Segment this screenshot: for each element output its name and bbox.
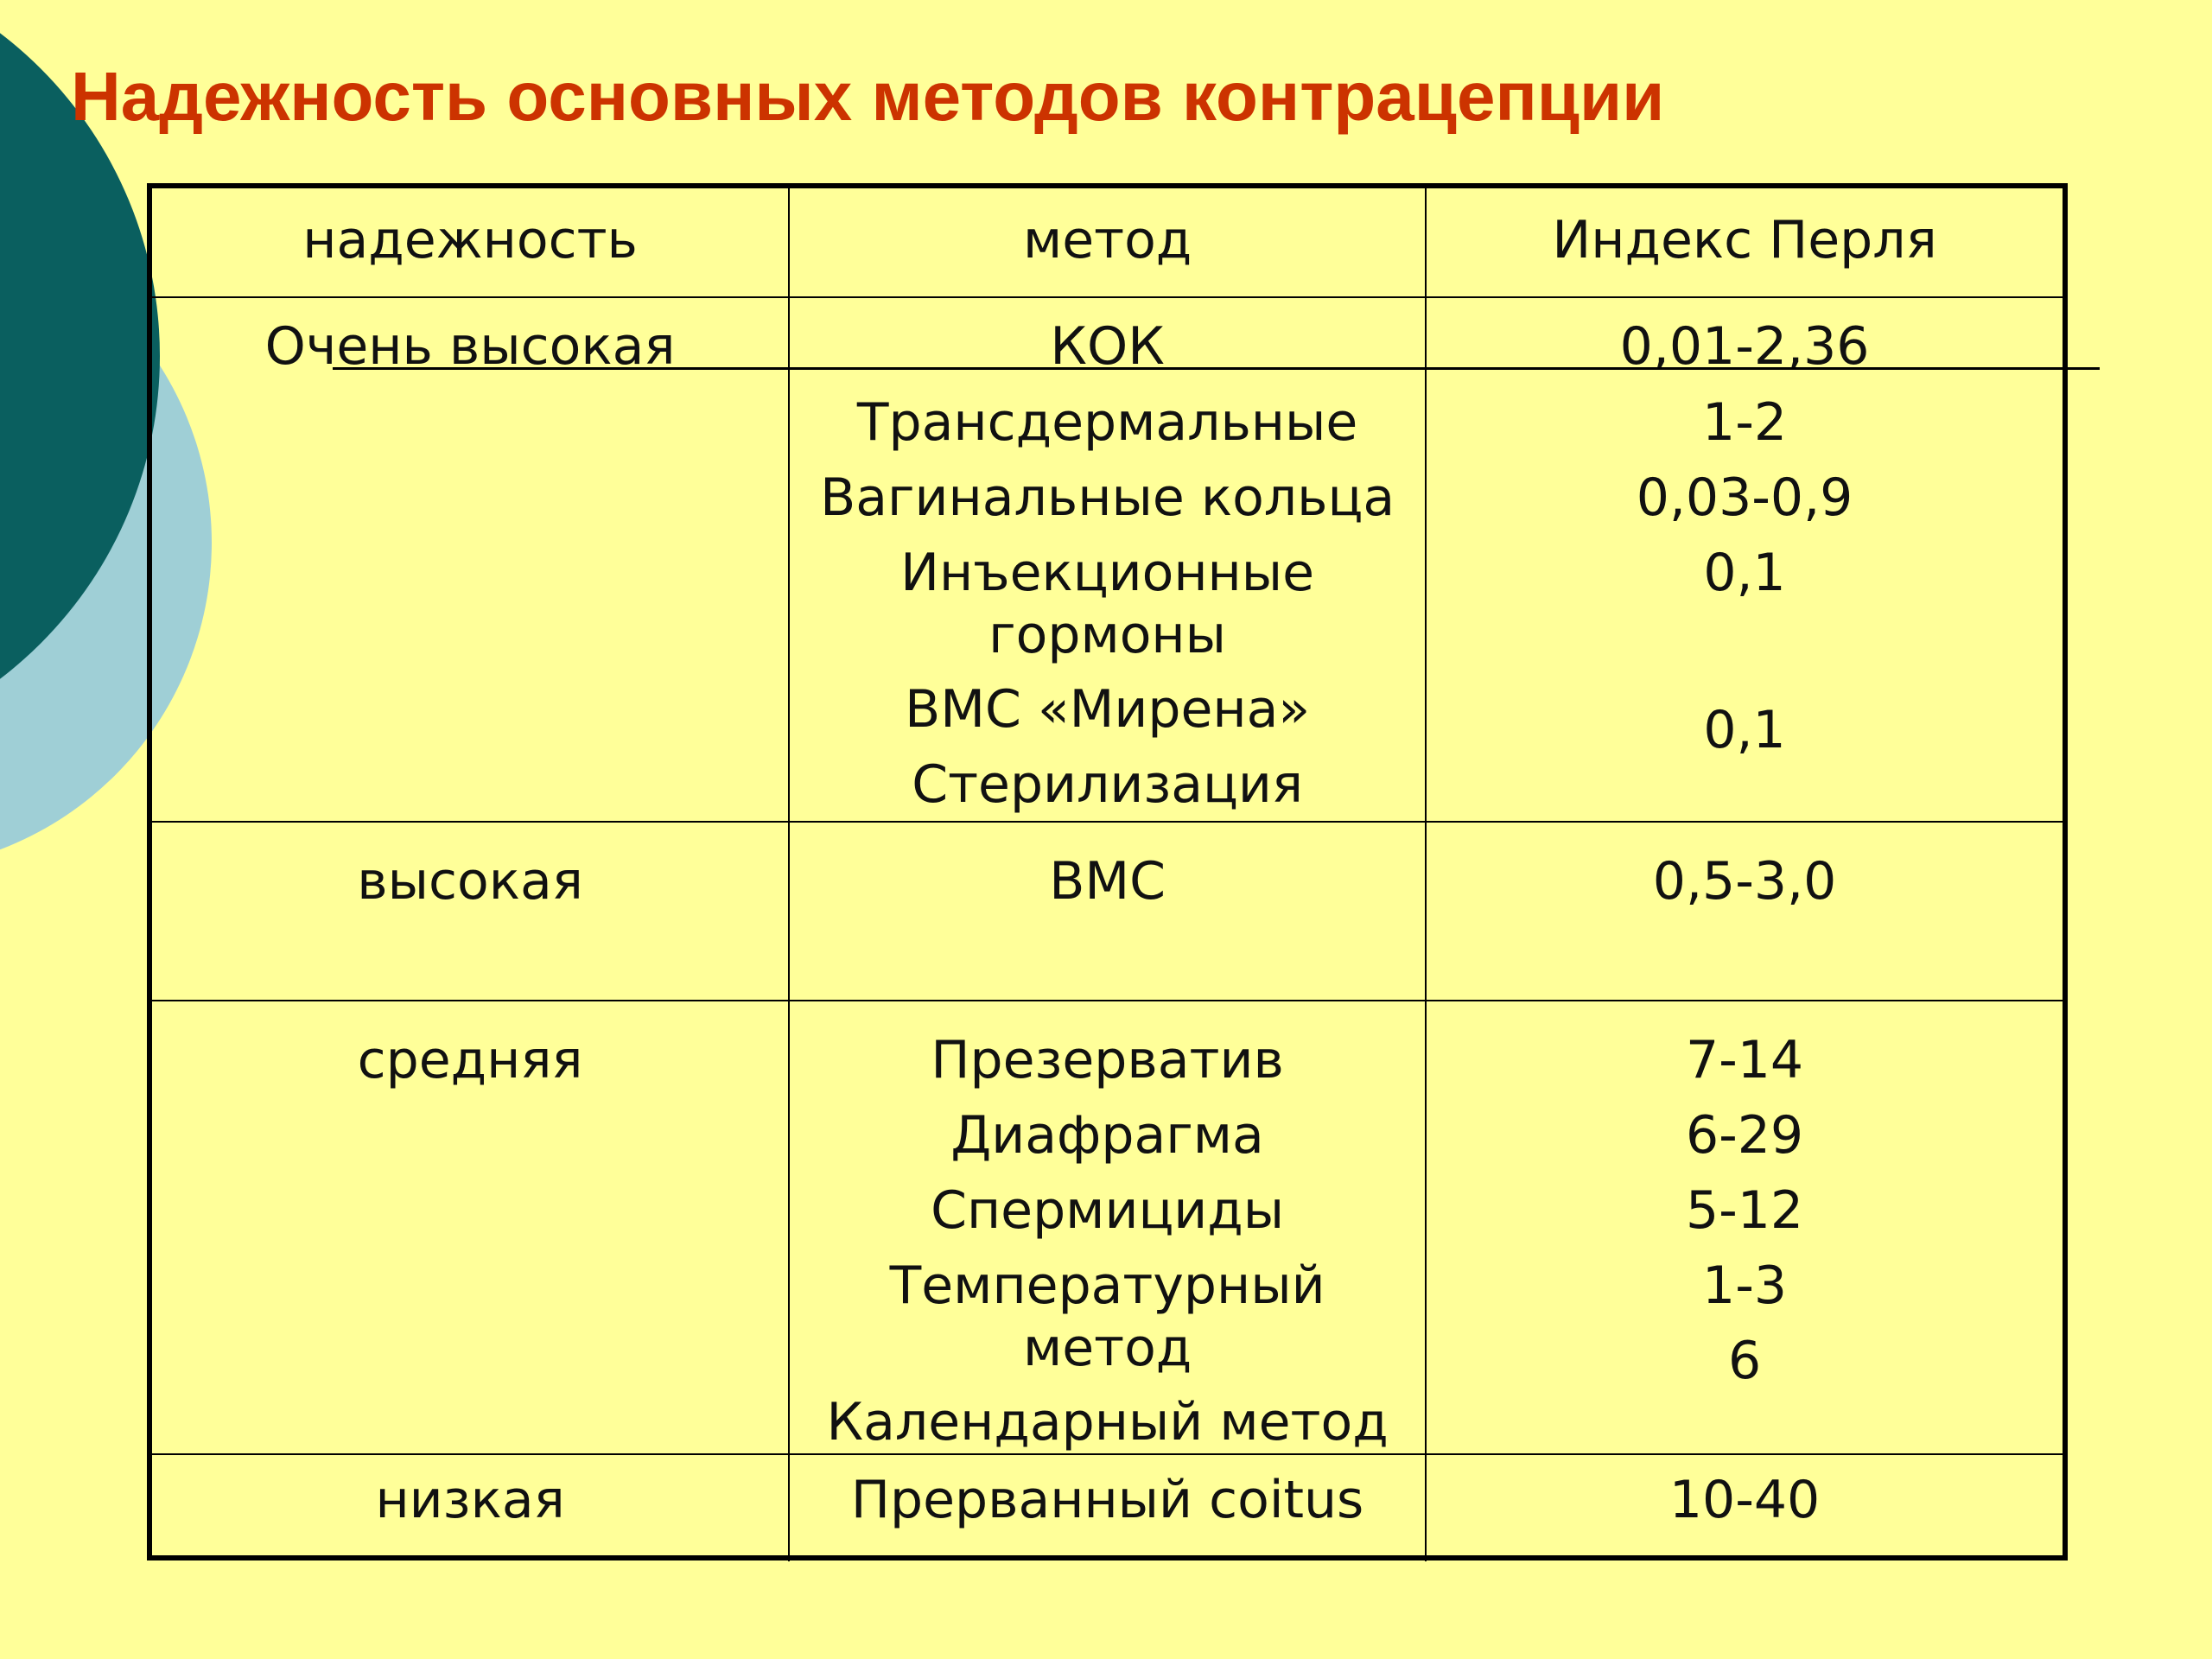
- reliability-cell: [152, 1001, 789, 1454]
- method-cell: [789, 822, 1426, 1001]
- method-cell: [789, 1001, 1426, 1454]
- reliability-cell: [152, 822, 789, 1001]
- table-row-low: [152, 1454, 2063, 1561]
- table-row-very-high: [152, 297, 2063, 822]
- pearl-index-value: 5-12: [1685, 1180, 1804, 1241]
- pearl-index-value: 0,1: [1703, 700, 1786, 760]
- method-item: Вагинальные кольца: [820, 467, 1395, 528]
- separator-line: [333, 367, 2100, 370]
- table-row-medium: [152, 1001, 2063, 1454]
- method-item: Трансдермальные: [856, 392, 1358, 453]
- method-item: КОК: [1050, 316, 1165, 377]
- method-item-line: Инъекционные: [900, 543, 1315, 603]
- reliability-label: Очень высокая: [264, 316, 676, 377]
- reliability-label: высокая: [357, 851, 583, 912]
- method-cell: [789, 1454, 1426, 1561]
- reliability-label: средняя: [357, 1030, 583, 1090]
- pearl-index-cell: [1426, 822, 2063, 1001]
- pearl-index-value: 0,5-3,0: [1652, 851, 1837, 912]
- method-cell: [789, 297, 1426, 822]
- pearl-index-value: 0,01-2,36: [1619, 316, 1870, 377]
- method-item: Презерватив: [931, 1030, 1284, 1090]
- spacer: [1427, 617, 2063, 692]
- reliability-table-grid: [152, 188, 2063, 1561]
- pearl-index-value: 7-14: [1685, 1030, 1804, 1090]
- pearl-index-value: 0,1: [1703, 543, 1786, 603]
- method-item: [790, 1255, 1425, 1391]
- slide-title: Надежность основных методов контрацепции: [71, 58, 1665, 135]
- pearl-index-value: 6: [1727, 1331, 1762, 1391]
- table-header-row: [152, 188, 2063, 297]
- header-reliability: надежность: [152, 188, 789, 297]
- pearl-index-cell: [1426, 1454, 2063, 1561]
- pearl-index-cell: [1426, 297, 2063, 822]
- pearl-index-value: 1-3: [1702, 1255, 1788, 1316]
- method-item: Спермициды: [931, 1180, 1285, 1241]
- method-item-line: метод: [1022, 1318, 1192, 1378]
- table-row-high: [152, 822, 2063, 1001]
- method-item-line: гормоны: [988, 605, 1227, 665]
- header-method: метод: [789, 188, 1426, 297]
- method-item: Прерванный coitus: [850, 1470, 1364, 1530]
- reliability-cell: [152, 1454, 789, 1561]
- method-item: ВМС «Мирена»: [905, 679, 1311, 740]
- pearl-index-value: 1-2: [1702, 392, 1788, 453]
- pearl-index-value: 10-40: [1669, 1470, 1821, 1530]
- method-item-line: Температурный: [889, 1255, 1325, 1316]
- method-item: Календарный метод: [826, 1392, 1389, 1452]
- reliability-table: [147, 183, 2068, 1560]
- pearl-index-value: 0,03-0,9: [1636, 467, 1853, 528]
- reliability-label: низкая: [375, 1470, 565, 1530]
- method-item: [790, 542, 1425, 678]
- reliability-cell: [152, 297, 789, 822]
- method-item: ВМС: [1049, 851, 1166, 912]
- pearl-index-value: 6-29: [1685, 1105, 1804, 1166]
- method-item: Стерилизация: [912, 754, 1303, 815]
- method-item: Диафрагма: [950, 1105, 1264, 1166]
- header-pearl-index: Индекс Перля: [1426, 188, 2063, 297]
- pearl-index-cell: [1426, 1001, 2063, 1454]
